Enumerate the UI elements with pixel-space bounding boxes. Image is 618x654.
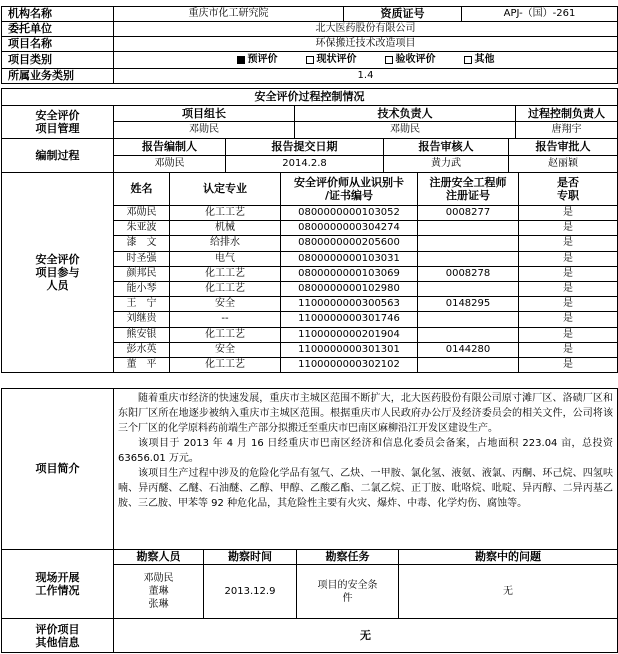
member-engineer-no xyxy=(417,311,519,327)
survey-task: 项目的安全条 件 xyxy=(296,564,399,619)
project-type-option-label: 验收评价 xyxy=(395,54,436,65)
personnel-header-0: 姓名 xyxy=(113,172,170,206)
member-name: 刘继贵 xyxy=(113,311,170,327)
approver-header: 报告审批人 xyxy=(508,138,618,156)
checked-box-icon xyxy=(237,56,245,64)
member-specialty: 机械 xyxy=(169,220,281,236)
intro-paragraph: 该项目生产过程中涉及的危险化学品有氢气、乙炔、一甲胺、氯化氢、液氨、液氯、丙酮、环己烷、四氢呋喃、异丙醚、乙醚、石油醚、乙醇、甲醇、乙酸乙酯、二氯乙烷、正丁胺、吡咯烷、吡啶、异丙醇、二异丙基乙胺、三乙胺、甲苯等 92 种危化品，其危险性主要有火灾、爆炸、中毒、化学灼伤、腐蚀等。 xyxy=(118,468,613,509)
member-cert-no: 1100000000201904 xyxy=(280,327,418,343)
member-name: 漆 文 xyxy=(113,235,170,251)
member-cert-no: 1100000000300563 xyxy=(280,296,418,312)
member-name: 熊安银 xyxy=(113,327,170,343)
member-specialty: 安全 xyxy=(169,296,281,312)
member-engineer-no: 0148295 xyxy=(417,296,519,312)
personnel-row-label: 安全评价 项目参与 人员 xyxy=(1,172,114,373)
process-lead-value: 唐翔宇 xyxy=(515,121,618,139)
leader-value: 邓勋民 xyxy=(113,121,295,139)
member-fulltime: 是 xyxy=(518,342,618,358)
survey-issues: 无 xyxy=(398,564,618,619)
member-name: 朱亚波 xyxy=(113,220,170,236)
project-type-option xyxy=(237,54,278,66)
reviewer-value: 黄力武 xyxy=(383,155,509,173)
member-cert-no: 1100000000301746 xyxy=(280,311,418,327)
member-specialty: 安全 xyxy=(169,342,281,358)
personnel-header-3: 注册安全工程师 注册证号 xyxy=(417,172,519,206)
project-type-option-label: 其他 xyxy=(474,54,495,65)
tech-lead-header: 技术负责人 xyxy=(294,105,516,122)
compiler-value: 邓勋民 xyxy=(113,155,226,173)
member-engineer-no xyxy=(417,235,519,251)
member-cert-no: 0800000000205600 xyxy=(280,235,418,251)
approver-value: 赵丽颖 xyxy=(508,155,618,173)
management-row-label: 安全评价 项目管理 xyxy=(1,105,114,139)
member-name: 王 宁 xyxy=(113,296,170,312)
member-cert-no: 0800000000103052 xyxy=(280,205,418,221)
compiler-header: 报告编制人 xyxy=(113,138,226,156)
leader-header: 项目组长 xyxy=(113,105,295,122)
personnel-header-4: 是否 专职 xyxy=(518,172,618,206)
member-fulltime: 是 xyxy=(518,235,618,251)
intro-paragraph: 该项目于 2013 年 4 月 16 日经重庆市巴南区经济和信息化委员会备案，占地面积 223.04 亩，总投资 63656.01 万元。 xyxy=(118,438,613,464)
survey-person: 董琳 xyxy=(148,586,169,597)
submit-date-value: 2014.2.8 xyxy=(225,155,384,173)
project-type-option-label: 现状评价 xyxy=(316,54,357,65)
member-engineer-no: 0008277 xyxy=(417,205,519,221)
survey-person: 邓勋民 xyxy=(143,573,174,584)
survey-header-0: 勘察人员 xyxy=(113,549,204,565)
evaluation-value: 无 xyxy=(113,618,618,653)
reviewer-header: 报告审核人 xyxy=(383,138,509,156)
member-fulltime: 是 xyxy=(518,327,618,343)
compilation-row-label: 编制过程 xyxy=(1,138,114,173)
intro-row-label: 项目简介 xyxy=(1,388,114,550)
project-name-label: 项目名称 xyxy=(1,36,114,52)
survey-time: 2013.12.9 xyxy=(203,564,297,619)
member-specialty: -- xyxy=(169,311,281,327)
member-specialty: 化工工艺 xyxy=(169,327,281,343)
member-name: 颜邦民 xyxy=(113,266,170,282)
member-cert-no: 1100000000302102 xyxy=(280,357,418,373)
member-engineer-no xyxy=(417,220,519,236)
member-specialty: 化工工艺 xyxy=(169,266,281,282)
member-cert-no: 0800000000103031 xyxy=(280,251,418,267)
member-name: 能小琴 xyxy=(113,281,170,297)
member-fulltime: 是 xyxy=(518,357,618,373)
submit-date-header: 报告提交日期 xyxy=(225,138,384,156)
project-type-option-label: 预评价 xyxy=(247,54,278,65)
member-cert-no: 0800000000304274 xyxy=(280,220,418,236)
unchecked-box-icon xyxy=(385,56,393,64)
survey-person: 张琳 xyxy=(148,599,169,610)
client-value: 北大医药股份有限公司 xyxy=(113,21,618,37)
member-name: 彭水英 xyxy=(113,342,170,358)
project-type-option xyxy=(464,54,495,66)
survey-personnel xyxy=(113,564,204,619)
member-engineer-no: 0008278 xyxy=(417,266,519,282)
intro-text xyxy=(113,388,618,550)
member-specialty: 化工工艺 xyxy=(169,357,281,373)
member-specialty: 化工工艺 xyxy=(169,281,281,297)
member-fulltime: 是 xyxy=(518,266,618,282)
member-fulltime: 是 xyxy=(518,205,618,221)
industry-value: 1.4 xyxy=(113,68,618,84)
project-name-value: 环保搬迁技术改造项目 xyxy=(113,36,618,52)
member-engineer-no xyxy=(417,357,519,373)
industry-label: 所属业务类别 xyxy=(1,68,114,84)
project-type-options xyxy=(113,51,618,69)
unchecked-box-icon xyxy=(464,56,472,64)
member-fulltime: 是 xyxy=(518,251,618,267)
client-label: 委托单位 xyxy=(1,21,114,37)
member-specialty: 电气 xyxy=(169,251,281,267)
personnel-header-2: 安全评价师从业识别卡 /证书编号 xyxy=(280,172,418,206)
org-name-label: 机构名称 xyxy=(1,6,114,22)
project-type-option xyxy=(385,54,436,66)
intro-paragraph: 随着重庆市经济的快速发展，重庆市主城区范围不断扩大，北大医药股份有限公司原寸滩厂区、洛碛厂区和东阳厂区所在地逐步被纳入重庆市主城区范围。根据重庆市人民政府办公厅及经济委员会的相关文件，公司将该三个厂区的化学原料药前端生产部分拟搬迁至重庆市巴南区麻柳沿江开发区建设生产。 xyxy=(118,393,613,434)
member-fulltime: 是 xyxy=(518,311,618,327)
member-engineer-no xyxy=(417,281,519,297)
evaluation-row-label: 评价项目 其他信息 xyxy=(1,618,114,653)
survey-header-2: 勘察任务 xyxy=(296,549,399,565)
member-engineer-no: 0144280 xyxy=(417,342,519,358)
survey-header-3: 勘察中的问题 xyxy=(398,549,618,565)
control-section-title: 安全评价过程控制情况 xyxy=(1,88,618,106)
member-cert-no: 0800000000103069 xyxy=(280,266,418,282)
member-specialty: 化工工艺 xyxy=(169,205,281,221)
member-fulltime: 是 xyxy=(518,220,618,236)
member-name: 邓勋民 xyxy=(113,205,170,221)
unchecked-box-icon xyxy=(306,56,314,64)
org-name-value: 重庆市化工研究院 xyxy=(113,6,344,22)
cert-no-label: 资质证号 xyxy=(343,6,462,22)
member-fulltime: 是 xyxy=(518,296,618,312)
member-cert-no: 1100000000301301 xyxy=(280,342,418,358)
member-engineer-no xyxy=(417,327,519,343)
project-type-label: 项目类别 xyxy=(1,51,114,69)
member-fulltime: 是 xyxy=(518,281,618,297)
cert-no-value: APJ-（国）-261 xyxy=(461,6,618,22)
member-specialty: 给排水 xyxy=(169,235,281,251)
member-name: 时圣强 xyxy=(113,251,170,267)
member-name: 董 平 xyxy=(113,357,170,373)
personnel-header-1: 认定专业 xyxy=(169,172,281,206)
survey-header-1: 勘察时间 xyxy=(203,549,297,565)
member-cert-no: 0800000000102980 xyxy=(280,281,418,297)
survey-row-label: 现场开展 工作情况 xyxy=(1,549,114,619)
tech-lead-value: 邓勋民 xyxy=(294,121,516,139)
process-lead-header: 过程控制负责人 xyxy=(515,105,618,122)
member-engineer-no xyxy=(417,251,519,267)
project-type-option xyxy=(306,54,357,66)
